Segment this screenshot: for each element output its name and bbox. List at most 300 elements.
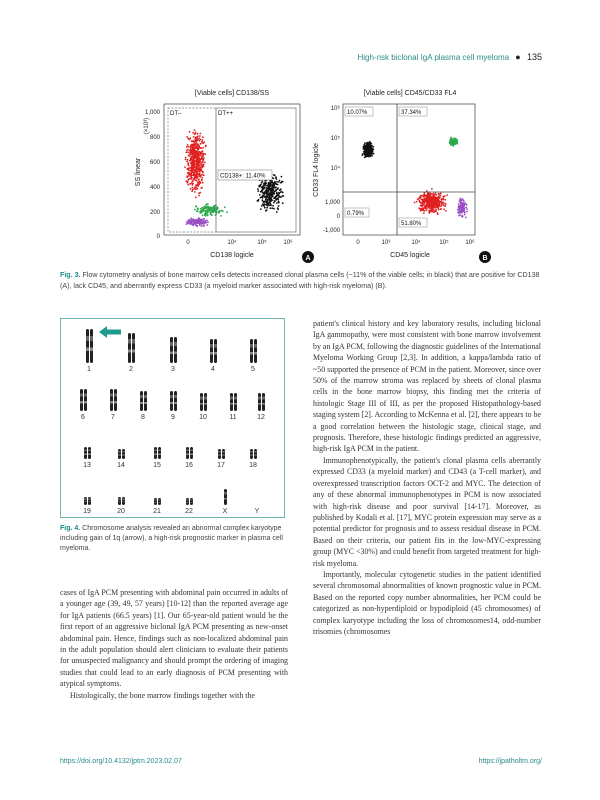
- event-dot-red: [194, 133, 196, 135]
- chromosome-pair: [249, 469, 265, 515]
- event-dot-plasma: [264, 185, 266, 187]
- chromosome: [110, 389, 113, 411]
- panel-a-xtick: 10⁵: [257, 240, 267, 246]
- event-dot-green: [195, 206, 197, 208]
- event-dot-plasma: [283, 195, 285, 197]
- event-dot-plasma: [280, 196, 282, 198]
- event-dot-red: [191, 150, 193, 152]
- event-dot-plasma: [272, 205, 274, 207]
- event-dot-plasma: [261, 205, 263, 207]
- event-dot-red: [423, 194, 425, 196]
- event-dot-red: [197, 179, 199, 181]
- event-dot-purple: [461, 209, 463, 211]
- event-dot-red: [418, 207, 420, 209]
- event-dot-red: [188, 139, 190, 141]
- panel-b-xtick: 10³: [381, 240, 391, 246]
- panel-b-yticks: [323, 105, 341, 234]
- event-dot-purple: [190, 219, 192, 221]
- event-dot-red: [440, 208, 442, 210]
- chromosome-number: Y: [254, 508, 260, 515]
- paragraph: Immunophenotypically, the patient's clonal plasma cells aberrantly expressed CD33 (a myeloid marker) and CD43 (a T-cell marker), and overexpressed transcription factors OCT-2 and MYC. The detection of any of these abnormal immunophenotypes in PCM is now associated with high-risk disease and poor survival [14-17]. Moreover, as published by Kodali et al. [17], MYC protein expression may serve as a potential predictor for prognosis and to assess residual disease in PCM. Based on their criteria, our patient fits in the low-MYC-expressing group (MYC <30%) and could benefit from targeted treatment for high-risk myeloma.: [313, 455, 541, 568]
- event-dot-red: [436, 202, 438, 204]
- event-dot-purple: [206, 220, 208, 222]
- event-dot-green: [202, 210, 204, 212]
- event-dot-plasma: [270, 201, 272, 203]
- event-dot-red: [186, 146, 188, 148]
- event-dot-plasma: [369, 144, 371, 146]
- event-dot-plasma: [269, 195, 271, 197]
- event-dot-red: [427, 200, 429, 202]
- event-dot-red: [190, 147, 192, 149]
- event-dot-red: [197, 144, 199, 146]
- event-dot-red: [199, 155, 201, 157]
- event-dot-red: [184, 166, 186, 168]
- footer-doi[interactable]: https://doi.org/10.4132/jptm.2023.02.07: [60, 758, 182, 765]
- event-dot-plasma: [268, 190, 270, 192]
- event-dot-red: [435, 207, 437, 209]
- event-dot-plasma: [364, 142, 366, 144]
- panel-b-ytick: 1,000: [324, 200, 340, 206]
- event-dot-purple: [465, 207, 467, 209]
- event-dot-purple: [207, 224, 209, 226]
- event-dot-green: [196, 210, 198, 212]
- event-dot-red: [430, 196, 432, 198]
- event-dot-red: [185, 159, 187, 161]
- chromosome-pair: [79, 423, 95, 469]
- event-dot-red: [424, 207, 426, 209]
- event-dot-red: [197, 160, 199, 162]
- event-dot-red: [194, 160, 196, 162]
- chromosome-pair: [149, 469, 165, 515]
- event-dot-red: [192, 171, 194, 173]
- event-dot-red: [197, 154, 199, 156]
- chromosome: [158, 498, 161, 505]
- event-dot-red: [202, 136, 204, 138]
- event-dot-plasma: [269, 192, 271, 194]
- chromosome-number: 9: [171, 414, 175, 421]
- event-dot-red: [427, 203, 429, 205]
- event-dot-purple: [204, 221, 206, 223]
- panel-a-title: [Viable cells] CD138/SS: [194, 90, 270, 97]
- chromosome-number: 19: [83, 508, 91, 515]
- event-dot-purple: [202, 220, 204, 222]
- chromosome-pair: [165, 375, 181, 421]
- event-dot-plasma: [261, 180, 263, 182]
- event-dot-red: [437, 213, 439, 215]
- event-dot-red: [186, 136, 188, 138]
- event-dot-red: [434, 192, 436, 194]
- chromosome-pair: [81, 327, 97, 373]
- panel-a-ylabel: SS linear: [135, 157, 142, 187]
- event-dot-red: [425, 200, 427, 202]
- event-dot-plasma: [276, 178, 278, 180]
- panel-a-xtick: 10⁴: [227, 240, 237, 246]
- event-dot-red: [200, 170, 202, 172]
- chromosome: [154, 498, 157, 505]
- event-dot-red: [440, 192, 442, 194]
- chromosome: [250, 339, 253, 363]
- event-dot-green: [207, 208, 209, 210]
- event-dot-red: [441, 202, 443, 204]
- chromosome-pair: [75, 375, 91, 421]
- event-dot-red: [422, 209, 424, 211]
- event-dot-purple: [464, 214, 466, 216]
- event-dot-plasma: [365, 156, 367, 158]
- chromosome: [250, 449, 253, 459]
- event-dot-plasma: [263, 201, 265, 203]
- chromosome-pair: [217, 469, 233, 515]
- event-dot-plasma: [362, 153, 364, 155]
- figure-4-label: Fig. 4.: [60, 525, 81, 532]
- event-dot-green: [452, 144, 454, 146]
- event-dot-red: [205, 145, 207, 147]
- panel-a-ytick: 400: [149, 185, 160, 191]
- event-dot-red: [195, 139, 197, 141]
- event-dot-plasma: [270, 185, 272, 187]
- event-dot-red: [197, 168, 199, 170]
- event-dot-green: [214, 205, 216, 207]
- event-dot-red: [186, 149, 188, 151]
- event-dot-red: [421, 195, 423, 197]
- event-dot-red: [192, 187, 194, 189]
- chromosome-number: 7: [111, 414, 115, 421]
- chromosome: [114, 389, 117, 411]
- event-dot-plasma: [276, 202, 278, 204]
- event-dot-red: [428, 197, 430, 199]
- event-dot-red: [416, 201, 418, 203]
- event-dot-plasma: [276, 183, 278, 185]
- event-dot-red: [200, 168, 202, 170]
- event-dot-red: [196, 171, 198, 173]
- event-dot-red: [428, 210, 430, 212]
- event-dot-plasma: [266, 207, 268, 209]
- event-dot-red: [203, 153, 205, 155]
- event-dot-red: [442, 199, 444, 201]
- event-dot-purple: [458, 205, 460, 207]
- chromosome: [258, 393, 261, 411]
- event-dot-red: [195, 132, 197, 134]
- event-dot-plasma: [366, 143, 368, 145]
- chromosome: [174, 391, 177, 411]
- event-dot-plasma: [275, 199, 277, 201]
- event-dot-red: [435, 203, 437, 205]
- event-dot-purple: [189, 221, 191, 223]
- event-dot-red: [433, 196, 435, 198]
- event-dot-purple: [201, 223, 203, 225]
- event-dot-red: [445, 203, 447, 205]
- event-dot-plasma: [271, 187, 273, 189]
- event-dot-purple: [460, 205, 462, 207]
- event-dot-plasma: [371, 155, 373, 157]
- event-dot-red: [193, 143, 195, 145]
- event-dot-red: [190, 153, 192, 155]
- event-dot-green: [216, 207, 218, 209]
- event-dot-red: [197, 135, 199, 137]
- event-dot-plasma: [272, 185, 274, 187]
- panel-a-ytick: 800: [149, 135, 160, 141]
- event-dot-red: [202, 182, 204, 184]
- event-dot-red: [195, 137, 197, 139]
- panel-a-ytick: 1,000: [144, 110, 160, 116]
- event-dot-plasma: [280, 182, 282, 184]
- chromosome-number: 12: [257, 414, 265, 421]
- event-dot-green: [202, 215, 204, 217]
- chromosome-pair: [225, 375, 241, 421]
- event-dot-red: [424, 202, 426, 204]
- event-dot-plasma: [364, 145, 366, 147]
- event-dot-red: [199, 192, 201, 194]
- event-dot-purple: [460, 200, 462, 202]
- panel-b-ylabel: CD33 FL4 logicle: [313, 143, 320, 197]
- event-dot-plasma: [370, 152, 372, 154]
- event-dot-red: [201, 180, 203, 182]
- panel-b-ytick: 0: [336, 214, 340, 220]
- panel-a-ytick: 0: [156, 234, 160, 240]
- panel-a-xticks: [186, 239, 293, 246]
- event-dot-plasma: [276, 195, 278, 197]
- chromosome-pair: [181, 469, 197, 515]
- chromosome-number: 18: [249, 462, 257, 469]
- event-dot-green: [201, 212, 203, 214]
- event-dot-plasma: [271, 207, 273, 209]
- event-dot-plasma: [262, 192, 264, 194]
- chromosome-number: 3: [171, 366, 175, 373]
- chromosome-number: 16: [185, 462, 193, 469]
- event-dot-red: [195, 196, 197, 198]
- event-dot-red: [187, 179, 189, 181]
- panel-b-xtick: 10⁶: [465, 240, 475, 246]
- event-dot-red: [198, 137, 200, 139]
- chromosome-pair: [79, 469, 95, 515]
- gate-label: DT++: [218, 111, 234, 117]
- event-dot-red: [189, 167, 191, 169]
- panel-b-badge-label: B: [482, 255, 488, 262]
- event-dot-plasma: [263, 183, 265, 185]
- event-dot-plasma: [282, 181, 284, 183]
- event-dot-red: [187, 151, 189, 153]
- chromosome: [214, 339, 217, 363]
- event-dot-red: [426, 208, 428, 210]
- event-dot-plasma: [269, 188, 271, 190]
- event-dot-red: [190, 188, 192, 190]
- quadrant-ll-pct: 0.79%: [347, 211, 365, 217]
- event-dot-red: [199, 173, 201, 175]
- event-dot-red: [422, 200, 424, 202]
- event-dot-red: [187, 144, 189, 146]
- event-dot-red: [202, 166, 204, 168]
- event-dot-green: [451, 140, 453, 142]
- figure-3-label: Fig. 3.: [60, 271, 81, 279]
- event-dot-red: [188, 175, 190, 177]
- event-dot-red: [194, 177, 196, 179]
- event-dot-purple: [193, 221, 195, 223]
- chromosome: [186, 498, 189, 505]
- event-dot-red: [204, 162, 206, 164]
- event-dot-red: [194, 191, 196, 193]
- event-dot-plasma: [282, 202, 284, 204]
- event-dot-red: [199, 135, 201, 137]
- event-dot-red: [200, 159, 202, 161]
- panel-b-xticks: [356, 239, 475, 246]
- event-dot-plasma: [280, 188, 282, 190]
- paragraph: Histologically, the bone marrow findings together with the: [70, 690, 255, 700]
- event-dot-plasma: [273, 197, 275, 199]
- event-dot-red: [199, 182, 201, 184]
- event-dot-red: [191, 190, 193, 192]
- event-dot-green: [453, 140, 455, 142]
- event-dot-red: [202, 172, 204, 174]
- event-dot-plasma: [267, 205, 269, 207]
- event-dot-red: [424, 210, 426, 212]
- event-dot-plasma: [265, 200, 267, 202]
- chromosome: [84, 447, 87, 459]
- running-title: High-risk biclonal IgA plasma cell myeloma: [357, 53, 510, 62]
- event-dot-red: [436, 197, 438, 199]
- event-dot-plasma: [370, 148, 372, 150]
- panel-b-title: [Viable cells] CD45/CD33 FL4: [363, 90, 457, 97]
- chromosome-number: 5: [251, 366, 255, 373]
- event-dot-green: [449, 143, 451, 145]
- event-dot-red: [187, 159, 189, 161]
- event-dot-green: [209, 206, 211, 208]
- chromosome: [190, 447, 193, 459]
- event-dot-plasma: [266, 198, 268, 200]
- event-dot-red: [200, 133, 202, 135]
- event-dot-red: [445, 210, 447, 212]
- chromosome-number: 14: [117, 462, 125, 469]
- event-dot-red: [420, 197, 422, 199]
- chromosome: [254, 339, 257, 363]
- event-dot-purple: [202, 218, 204, 220]
- event-dot-red: [192, 160, 194, 162]
- event-dot-red: [202, 159, 204, 161]
- chromosome: [88, 447, 91, 459]
- event-dot-red: [414, 202, 416, 204]
- event-dot-green: [217, 212, 219, 214]
- event-dot-plasma: [278, 205, 280, 207]
- event-dot-red: [198, 162, 200, 164]
- event-dot-plasma: [277, 209, 279, 211]
- chromosome-number: 1: [87, 366, 91, 373]
- event-dot-red: [186, 177, 188, 179]
- event-dot-red: [192, 168, 194, 170]
- chromosome-pair: [113, 423, 129, 469]
- event-dot-red: [430, 201, 432, 203]
- event-dot-red: [420, 205, 422, 207]
- event-dot-red: [201, 187, 203, 189]
- event-dot-green: [207, 214, 209, 216]
- event-dot-plasma: [257, 190, 259, 192]
- event-dot-purple: [463, 200, 465, 202]
- footer-site-link[interactable]: https://jpatholtm.org/: [478, 758, 542, 765]
- chromosome: [84, 389, 87, 411]
- chromosome: [190, 498, 193, 505]
- event-dot-red: [199, 151, 201, 153]
- event-dot-purple: [201, 225, 203, 227]
- event-dot-purple: [186, 221, 188, 223]
- event-dot-plasma: [265, 210, 267, 212]
- event-dot-green: [204, 214, 206, 216]
- event-dot-red: [420, 210, 422, 212]
- event-dot-green: [224, 206, 226, 208]
- event-dot-green: [209, 209, 211, 211]
- figure-4-karyotype: [60, 318, 285, 518]
- body-left-column: [60, 587, 288, 701]
- chromosome: [222, 449, 225, 459]
- paragraph: patient's clinical history and key laboratory results, including biclonal IgA gammopathy, were most consistent with bone marrow involvement by an IgA PCM, following the diagnostic guidelines of the International Myeloma Working Group [2,3]. In addition, a kappa/lambda ratio of ~50 supported the presence of PCM in the patient. Moreover, since over 50% of the marrow stroma was replaced by sheets of clonal plasma cells in the bone marrow biopsy, this finding met the criteria of histologic Stage III of III, as per the proposed Histopathology-based staging system [2]. According to McKenna et al. [2], there appears to be a good correlation between the histologic stage, clinical stage, and prognosis. Therefore, these histologic findings predicted an aggressive, high-risk IgA PCM in the patient.: [313, 319, 541, 454]
- event-dot-green: [211, 211, 213, 213]
- event-dot-plasma: [262, 186, 264, 188]
- event-dot-plasma: [259, 194, 261, 196]
- event-dot-plasma: [263, 188, 265, 190]
- event-dot-red: [187, 184, 189, 186]
- chromosome-pair: [165, 327, 181, 373]
- panel-a-xtick: 10⁶: [283, 240, 293, 246]
- event-dot-purple: [199, 224, 201, 226]
- chromosome: [254, 449, 257, 459]
- event-dot-green: [218, 210, 220, 212]
- event-dot-red: [423, 212, 425, 214]
- event-dot-red: [194, 129, 196, 131]
- event-dot-red: [429, 204, 431, 206]
- event-dot-purple: [465, 217, 467, 219]
- event-dot-red: [185, 151, 187, 153]
- event-dot-green: [206, 203, 208, 205]
- event-dot-plasma: [276, 188, 278, 190]
- event-dot-plasma: [272, 194, 274, 196]
- chromosome-pair: [113, 469, 129, 515]
- event-dot-plasma: [264, 203, 266, 205]
- chromosome: [132, 333, 135, 363]
- event-dot-plasma: [278, 194, 280, 196]
- event-dot-red: [188, 172, 190, 174]
- event-dot-purple: [466, 209, 468, 211]
- event-dot-red: [191, 140, 193, 142]
- event-dot-red: [423, 205, 425, 207]
- event-dot-plasma: [364, 152, 366, 154]
- panel-b-ytick: 10⁴: [330, 166, 340, 172]
- event-dot-purple: [458, 203, 460, 205]
- event-dot-plasma: [270, 190, 272, 192]
- event-dot-plasma: [278, 193, 280, 195]
- event-dot-red: [191, 165, 193, 167]
- event-dot-plasma: [278, 181, 280, 183]
- chromosome: [186, 447, 189, 459]
- event-dot-red: [188, 155, 190, 157]
- event-dot-red: [189, 131, 191, 133]
- paragraph: Importantly, molecular cytogenetic studies in the patient identified several chromosomal abnormalities of known prognostic value in PCM. Based on the reported copy number abnormalities, her PCM could be categorized as non-hyperdiploid or hypodiploid (45 chromosomes) of complex karyotype including the loss of chromosomes14, odd-number trisomies (chromosomes: [313, 569, 541, 636]
- event-dot-purple: [463, 206, 465, 208]
- running-header: High-risk biclonal IgA plasma cell myeloma ● 135: [357, 52, 542, 62]
- event-dot-plasma: [273, 191, 275, 193]
- chromosome: [80, 389, 83, 411]
- page-number: 135: [526, 52, 542, 62]
- event-dot-red: [193, 172, 195, 174]
- chromosome-pair: [105, 375, 121, 421]
- event-dot-red: [436, 194, 438, 196]
- event-dot-plasma: [368, 154, 370, 156]
- panel-b-xtick: 10⁴: [411, 240, 421, 246]
- event-dot-purple: [466, 211, 468, 213]
- event-dot-purple: [461, 211, 463, 213]
- event-dot-red: [202, 142, 204, 144]
- event-dot-red: [201, 177, 203, 179]
- chromosome-pair: [205, 327, 221, 373]
- event-dot-red: [200, 139, 202, 141]
- chromosome: [262, 393, 265, 411]
- event-dot-red: [417, 198, 419, 200]
- chromosome-number: 4: [211, 366, 215, 373]
